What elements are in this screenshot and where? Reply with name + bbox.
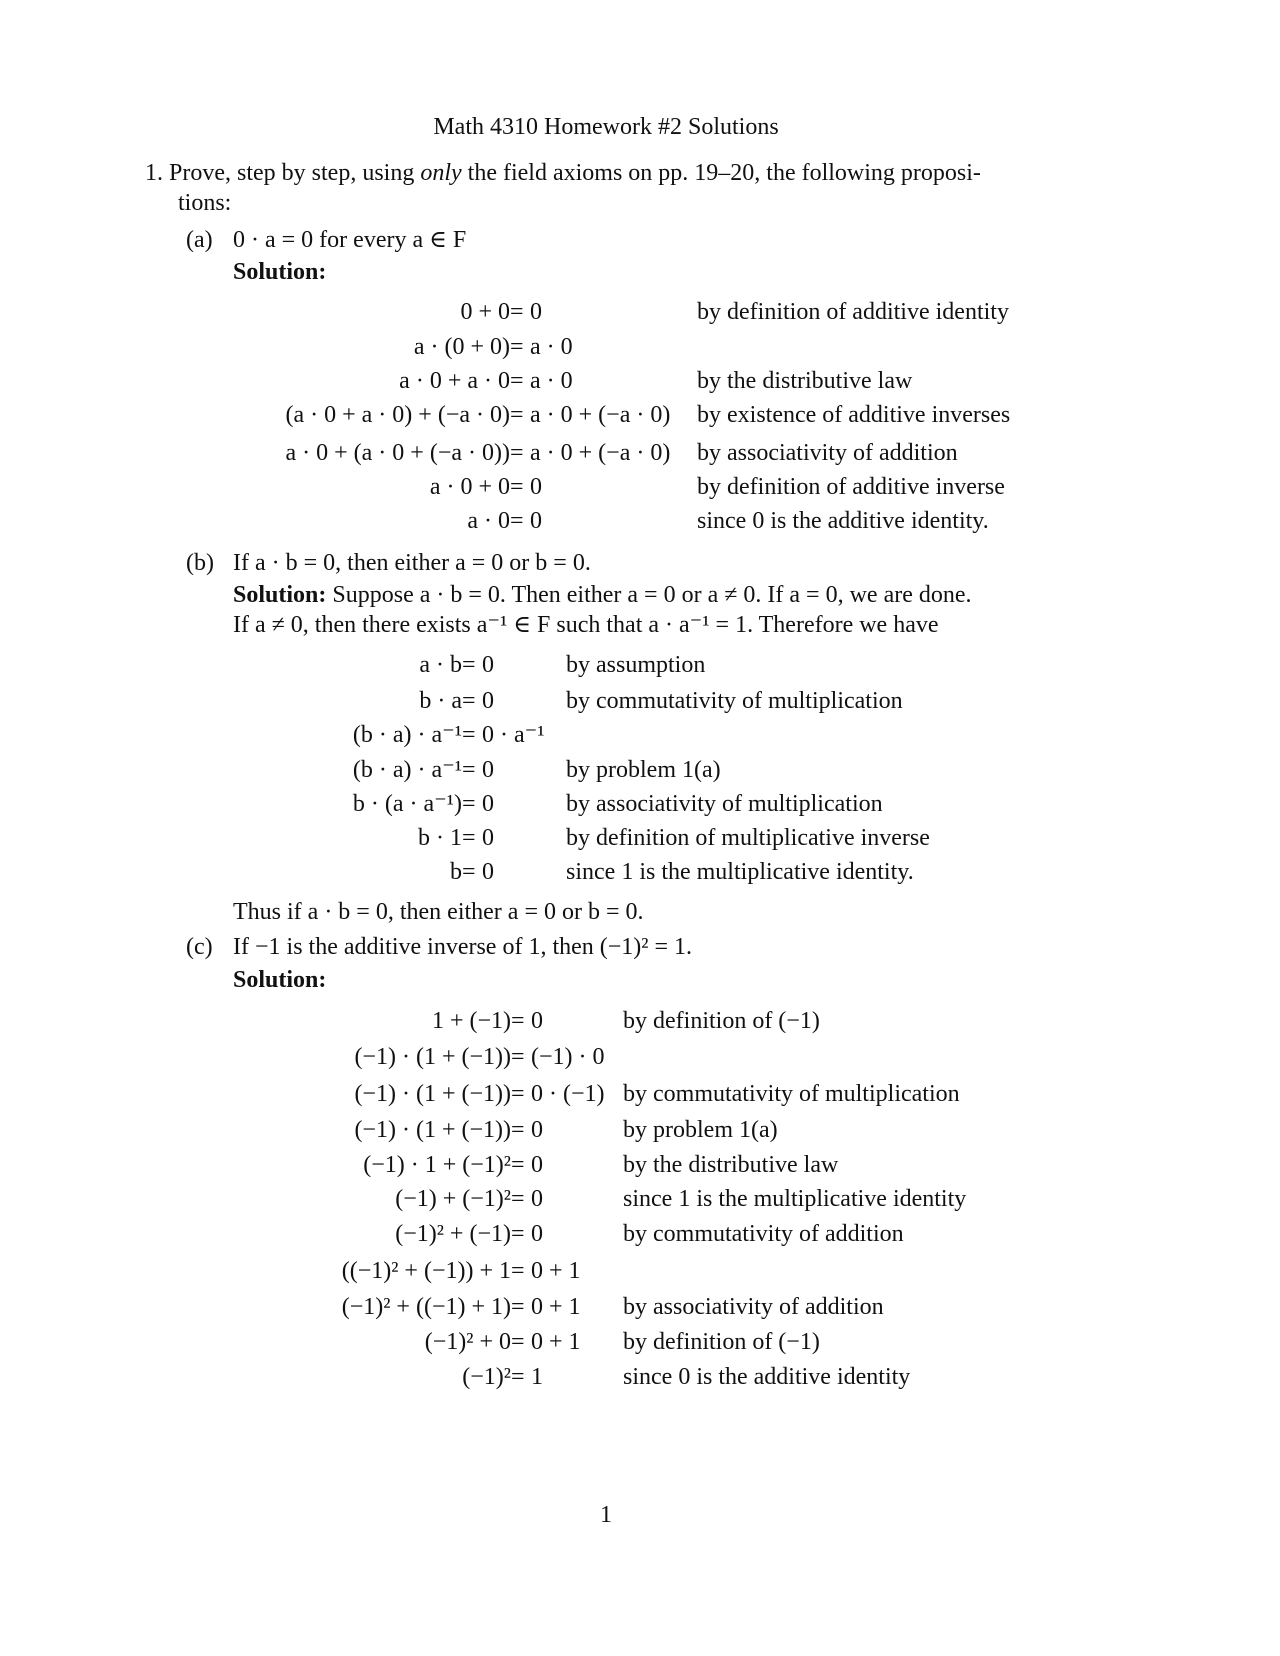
part-b-solution-line-2: If a ≠ 0, then there exists a⁻¹ ∈ F such that a · a⁻¹ = 1. Therefore we have (233, 612, 939, 638)
derivation-step (0, 1006, 1280, 1036)
step-lhs: 1 + (−1) (431, 1008, 511, 1034)
step-rhs: 0 (482, 688, 494, 714)
step-justification: by commutativity of addition (623, 1221, 904, 1247)
part-b-solution-line-1 (233, 580, 972, 610)
problem-number: 1. (145, 160, 163, 186)
step-lhs: (−1) · (1 + (−1)) (354, 1081, 511, 1107)
part-c-solution-label: Solution: (233, 967, 327, 993)
step-justification: by commutativity of multiplication (623, 1081, 960, 1107)
step-rhs: 0 (531, 1186, 543, 1212)
step-lhs: (b · a) · a⁻¹ (352, 757, 462, 783)
step-rhs: 0 (531, 1221, 543, 1247)
derivation-step (0, 506, 1280, 536)
derivation-step (0, 686, 1280, 716)
step-rhs: 0 · (−1) (531, 1081, 605, 1107)
step-rhs: 0 (482, 859, 494, 885)
step-rhs: 0 (531, 1008, 543, 1034)
step-rhs: 0 · a⁻¹ (482, 722, 545, 748)
equals-sign: = (462, 859, 476, 885)
step-justification: since 1 is the multiplicative identity. (566, 859, 914, 885)
step-rhs: 0 (482, 791, 494, 817)
part-a-solution-label: Solution: (233, 259, 327, 285)
step-lhs: (−1) + (−1)² (395, 1186, 511, 1212)
step-justification: by associativity of addition (623, 1294, 884, 1320)
step-rhs: a · 0 + (−a · 0) (530, 402, 671, 428)
step-lhs: (−1)² + ((−1) + 1) (341, 1294, 511, 1320)
step-justification: by problem 1(a) (623, 1117, 778, 1143)
equals-sign: = (511, 1221, 525, 1247)
derivation-step (0, 1150, 1280, 1180)
step-lhs: b · a (419, 688, 462, 714)
equals-sign: = (511, 1081, 525, 1107)
step-rhs: 0 (482, 825, 494, 851)
step-justification: by the distributive law (697, 368, 913, 394)
step-justification: by definition of multiplicative inverse (566, 825, 930, 851)
step-lhs: ((−1)² + (−1)) + 1 (341, 1258, 511, 1284)
step-rhs: 0 (530, 508, 542, 534)
step-justification: by commutativity of multiplication (566, 688, 903, 714)
equals-sign: = (462, 757, 476, 783)
equals-sign: = (462, 791, 476, 817)
equals-sign: = (510, 402, 524, 428)
problem-text-post: the field axioms on pp. 19–20, the following proposi- (461, 160, 981, 186)
step-rhs: 0 (530, 299, 542, 325)
step-lhs: (−1)² + (−1) (395, 1221, 511, 1247)
page-title: Math 4310 Homework #2 Solutions (433, 114, 779, 140)
problem-text-pre: Prove, step by step, using (169, 160, 421, 186)
step-lhs: (−1) · (1 + (−1)) (354, 1117, 511, 1143)
equals-sign: = (510, 440, 524, 466)
derivation-step (0, 1042, 1280, 1072)
step-rhs: 0 (531, 1117, 543, 1143)
equals-sign: = (462, 652, 476, 678)
step-lhs: a · 0 + a · 0 (399, 368, 510, 394)
part-c-statement: If −1 is the additive inverse of 1, then (−1)² = 1. (233, 934, 693, 960)
step-justification: by definition of (−1) (623, 1329, 820, 1355)
step-rhs: 0 (482, 652, 494, 678)
equals-sign: = (511, 1008, 525, 1034)
equals-sign: = (511, 1364, 525, 1390)
step-justification: by definition of (−1) (623, 1008, 820, 1034)
step-justification: by definition of additive inverse (697, 474, 1005, 500)
equals-sign: = (511, 1294, 525, 1320)
derivation-step (0, 366, 1280, 396)
step-rhs: a · 0 + (−a · 0) (530, 440, 671, 466)
part-a-statement: 0 · a = 0 for every a ∈ F (233, 227, 467, 253)
step-justification: by associativity of addition (697, 440, 958, 466)
step-lhs: 0 + 0 (460, 299, 510, 325)
equals-sign: = (510, 334, 524, 360)
step-justification: by associativity of multiplication (566, 791, 883, 817)
derivation-step (0, 1362, 1280, 1392)
step-lhs: (−1)² + 0 (424, 1329, 511, 1355)
equals-sign: = (511, 1329, 525, 1355)
equals-sign: = (510, 474, 524, 500)
step-lhs: b · (a · a⁻¹) (352, 791, 462, 817)
step-lhs: b · 1 (418, 825, 462, 851)
step-justification: by definition of additive identity (697, 299, 1009, 325)
derivation-step (0, 823, 1280, 853)
page-number: 1 (600, 1502, 612, 1528)
step-lhs: a · (0 + 0) (413, 334, 510, 360)
step-justification: since 0 is the additive identity. (697, 508, 989, 534)
derivation-step (0, 1115, 1280, 1145)
derivation-step (0, 720, 1280, 750)
equals-sign: = (462, 688, 476, 714)
step-lhs: b (450, 859, 462, 885)
derivation-step (0, 789, 1280, 819)
part-b-conclusion: Thus if a · b = 0, then either a = 0 or b = 0. (233, 899, 644, 925)
part-b-statement: If a · b = 0, then either a = 0 or b = 0. (233, 550, 591, 576)
derivation-step (0, 297, 1280, 327)
derivation-step (0, 650, 1280, 680)
problem-text-emphasis: only (420, 160, 462, 186)
step-rhs: (−1) · 0 (531, 1044, 605, 1070)
step-rhs: 1 (531, 1364, 543, 1390)
equals-sign: = (511, 1044, 525, 1070)
part-b-label: (b) (186, 550, 214, 576)
equals-sign: = (510, 508, 524, 534)
equals-sign: = (511, 1117, 525, 1143)
step-justification: since 0 is the additive identity (623, 1364, 911, 1390)
step-justification: by the distributive law (623, 1152, 839, 1178)
equals-sign: = (462, 825, 476, 851)
step-rhs: 0 (482, 757, 494, 783)
step-lhs: (a · 0 + a · 0) + (−a · 0) (285, 402, 510, 428)
step-lhs: (−1)² (462, 1364, 511, 1390)
derivation-step (0, 1219, 1280, 1249)
step-rhs: a · 0 (530, 368, 573, 394)
part-b-solution-text: Suppose a · b = 0. Then either a = 0 or a ≠ 0. If a = 0, we are done. (326, 582, 972, 608)
equals-sign: = (511, 1152, 525, 1178)
step-rhs: 0 (530, 474, 542, 500)
step-lhs: a · 0 (467, 508, 510, 534)
part-b-solution-label: Solution: (233, 582, 327, 608)
step-rhs: a · 0 (530, 334, 573, 360)
step-lhs: (−1) · 1 + (−1)² (363, 1152, 511, 1178)
equals-sign: = (510, 299, 524, 325)
equals-sign: = (462, 722, 476, 748)
part-c-label: (c) (186, 934, 213, 960)
derivation-step (0, 438, 1280, 468)
equals-sign: = (511, 1186, 525, 1212)
derivation-step (0, 332, 1280, 362)
derivation-step (0, 400, 1280, 430)
part-a-label: (a) (186, 227, 213, 253)
step-rhs: 0 (531, 1152, 543, 1178)
step-justification: by assumption (566, 652, 706, 678)
step-rhs: 0 + 1 (531, 1258, 581, 1284)
step-rhs: 0 + 1 (531, 1294, 581, 1320)
derivation-step (0, 1256, 1280, 1286)
equals-sign: = (510, 368, 524, 394)
problem-1-statement (145, 158, 981, 188)
derivation-step (0, 1184, 1280, 1214)
derivation-step (0, 1079, 1280, 1109)
step-justification: by problem 1(a) (566, 757, 721, 783)
step-justification: since 1 is the multiplicative identity (623, 1186, 967, 1212)
equals-sign: = (511, 1258, 525, 1284)
derivation-step (0, 1292, 1280, 1322)
step-lhs: a · 0 + (a · 0 + (−a · 0)) (285, 440, 510, 466)
step-lhs: a · 0 + 0 (429, 474, 510, 500)
step-justification: by existence of additive inverses (697, 402, 1011, 428)
derivation-step (0, 1327, 1280, 1357)
step-lhs: (b · a) · a⁻¹ (352, 722, 462, 748)
derivation-step (0, 857, 1280, 887)
problem-1-statement-cont: tions: (178, 190, 232, 216)
step-lhs: (−1) · (1 + (−1)) (354, 1044, 511, 1070)
step-lhs: a · b (419, 652, 462, 678)
derivation-step (0, 472, 1280, 502)
step-rhs: 0 + 1 (531, 1329, 581, 1355)
derivation-step (0, 755, 1280, 785)
